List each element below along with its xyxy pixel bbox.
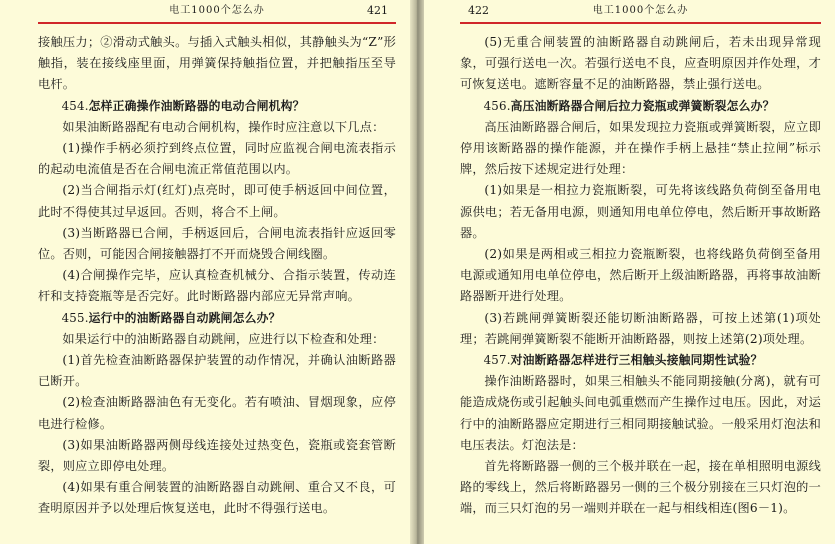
book-gutter <box>410 0 424 544</box>
right-header-title: 电工1000个怎么办 <box>592 5 689 16</box>
left-page-body <box>38 32 396 520</box>
body-paragraph: (1)如果是一相拉力瓷瓶断裂，可先将该线路负荷倒至备用电源供电；若无备用电源，则通知用电单位停电，然后断开事故断路器。 <box>460 183 821 240</box>
body-paragraph: (3)若跳闸弹簧断裂还能切断油断路器，可按上述第(1)项处理；若跳闸弹簧断裂不能断开油断路器，则按上述第(2)项处理。 <box>460 310 821 346</box>
question-heading <box>38 96 396 117</box>
body-paragraph: (3)如果油断路器两侧母线连接处过热变色，瓷瓶或瓷套管断裂，则应立即停电处理。 <box>38 437 396 474</box>
question-number: 457. <box>483 353 511 368</box>
left-running-head <box>38 0 396 24</box>
question-text: 对油断路器怎样进行三相触头接触同期性试验？ <box>510 353 763 368</box>
question-heading <box>460 350 821 371</box>
body-paragraph: (4)如果有重合闸装置的油断路器自动跳闸、重合又不良，可查明原因并予以处理后恢复送电，此时不得强行送电。 <box>38 480 396 516</box>
body-paragraph: 如果运行中的油断路器自动跳闸，应进行以下检查和处理： <box>62 331 385 346</box>
right-running-head <box>460 0 821 24</box>
left-page <box>0 0 410 544</box>
body-paragraph: (2)如果是两相或三相拉力瓷瓶断裂，也将线路负荷倒至备用电源或通知用电单位停电，然后断开上级油断路器，再将事故油断路器断开进行处理。 <box>460 247 821 304</box>
right-page-body <box>460 32 821 520</box>
body-paragraph: 操作油断路器时，如果三相触头不能同期接触(分离)，就有可能造成烧伤或引起触头间电弧重燃而产生操作过电压。因此，对运行中的油断路器应定期进行三相同期接触试验。一般采用灯泡法和电压表法。灯泡法是： <box>460 374 821 452</box>
question-number: 455. <box>61 310 89 325</box>
question-number: 454. <box>61 98 89 113</box>
body-paragraph: (1)首先检查油断路器保护装置的动作情况，并确认油断路器已断开。 <box>38 353 396 389</box>
body-paragraph: (5)无重合闸装置的油断路器自动跳闸后，若未出现异常现象，可强行送电一次。若强行送电不良，应查明原因并作处理，才可恢复送电。遮断容量不足的油断路器，禁止强行送电。 <box>460 35 821 92</box>
body-paragraph: (2)检查油断路器油色有无变化。若有喷油、冒烟现象，应停电进行检修。 <box>38 395 396 431</box>
continued-paragraph: 接触压力；②滑动式触头。与插入式触头相似，其静触头为“Z”形触指，装在接线座里面，用弹簧保持触指位置，并把触指压至导电杆。 <box>38 35 396 92</box>
body-paragraph: (3)当断路器已合闸，手柄返回后，合闸电流表指针应返回零位。否则，可能因合闸接触器打不开而烧毁合闸线圈。 <box>38 225 396 262</box>
question-heading <box>38 308 396 329</box>
left-header-title: 电工1000个怎么办 <box>169 5 265 16</box>
question-text: 运行中的油断路器自动跳闸怎么办？ <box>88 310 281 325</box>
right-page <box>424 0 835 544</box>
body-paragraph: 首先将断路器一侧的三个极并联在一起，接在单相照明电源线路的零线上，然后将断路器另一侧的三个极分别接在三只灯泡的一端，而三只灯泡的另一端则并联在一起与相线相连(图6－1)。 <box>460 459 821 516</box>
left-page-number: 421 <box>367 4 388 17</box>
question-text: 高压油断路器合闸后拉力瓷瓶或弹簧断裂怎么办？ <box>510 98 775 113</box>
body-paragraph: 高压油断路器合闸后，如果发现拉力瓷瓶或弹簧断裂，应立即停用该断路器的操作能源，并在操作手柄上悬挂“禁止拉闸”标示牌，然后按下述规定进行处理： <box>460 119 821 177</box>
body-paragraph: (2)当合闸指示灯(红灯)点亮时，即可使手柄返回中间位置，此时不得使其过早返回。否则，将合不上闸。 <box>38 183 396 219</box>
body-paragraph: 如果油断路器配有电动合闸机构，操作时应注意以下几点： <box>62 119 385 134</box>
question-heading <box>460 96 821 117</box>
body-paragraph: (4)合闸操作完毕，应认真检查机械分、合指示装置，传动连杆和支持瓷瓶等是否完好。此时断路器内部应无异常声响。 <box>38 268 396 304</box>
body-paragraph: (1)操作手柄必须拧到终点位置，同时应监视合闸电流表指示的起动电流值是否在合闸电流正常值范围以内。 <box>38 141 396 177</box>
right-page-number: 422 <box>468 4 489 17</box>
question-number: 456. <box>483 98 511 113</box>
question-text: 怎样正确操作油断路器的电动合闸机构？ <box>88 98 305 113</box>
